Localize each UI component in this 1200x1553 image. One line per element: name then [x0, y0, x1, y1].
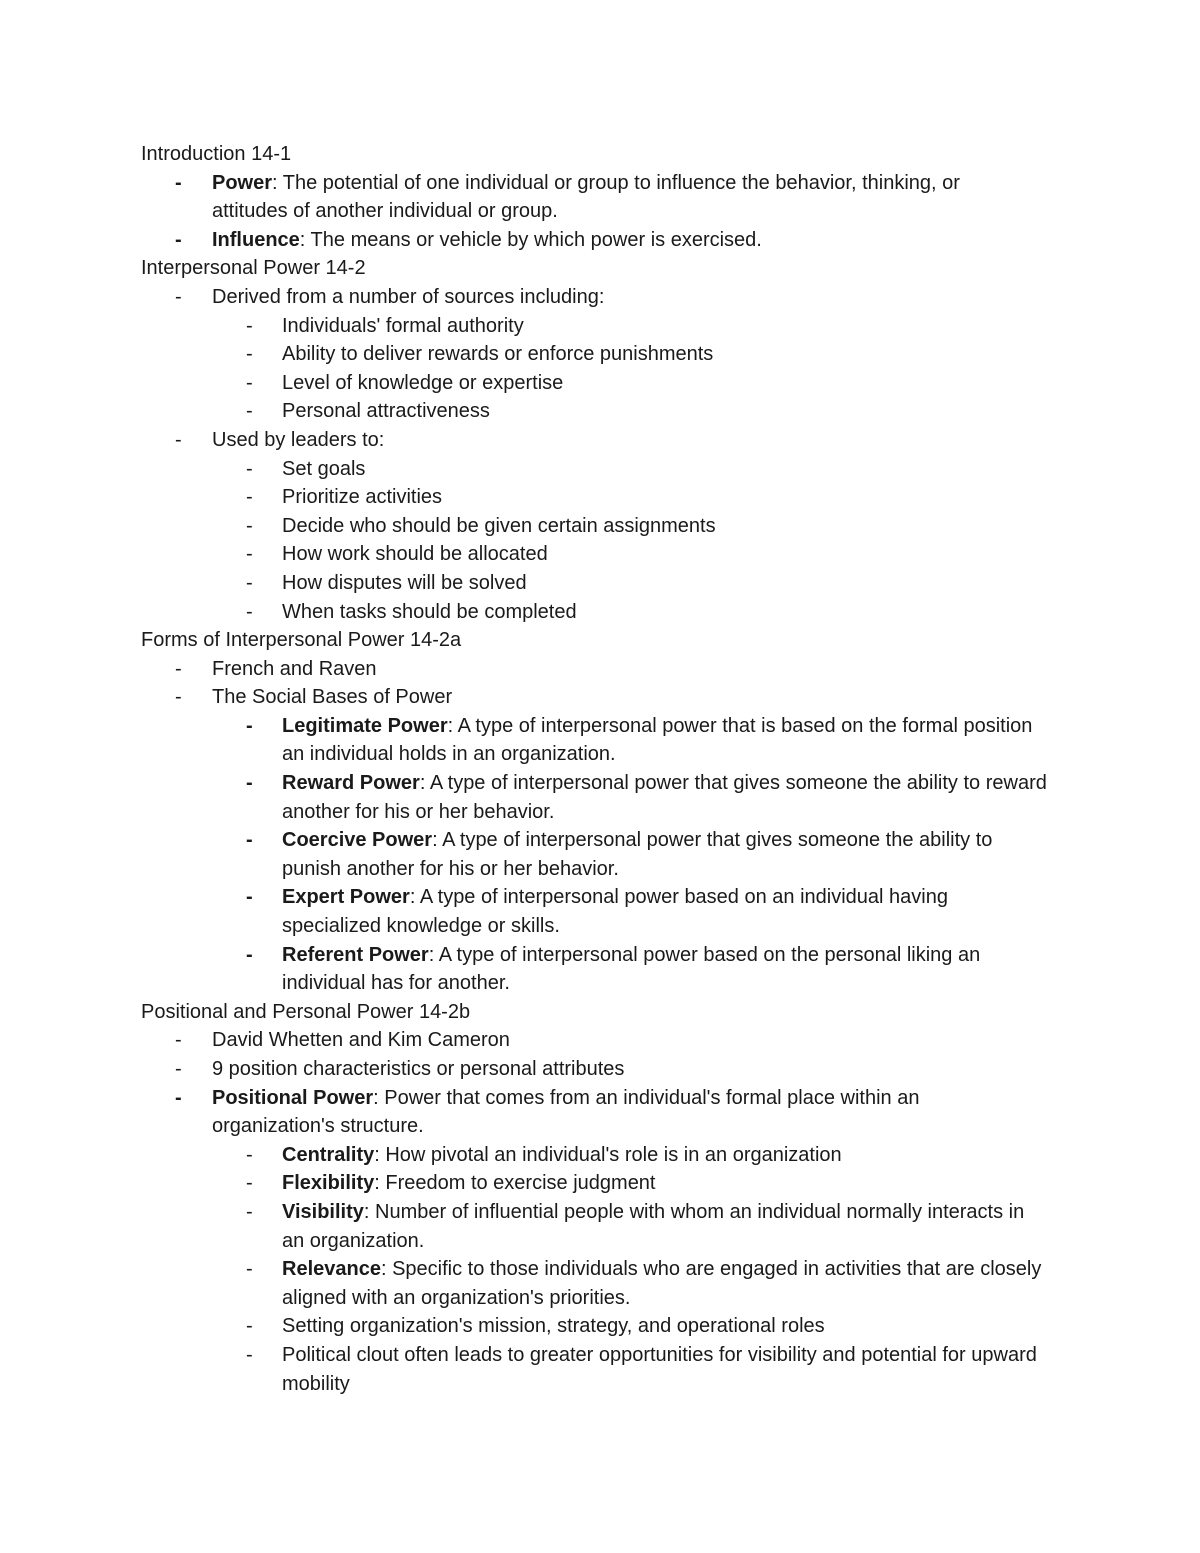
sub-bullet-item — [141, 1141, 1061, 1170]
bullet-text — [282, 540, 1052, 569]
bullet-dash: - — [246, 943, 253, 966]
definition-text: Setting organization's mission, strategy, and operational roles — [282, 1315, 825, 1338]
definition-text: : How pivotal an individual's role is in an organization — [374, 1143, 842, 1166]
sub-bullet-item — [141, 455, 1061, 484]
definition-text: Personal attractiveness — [282, 400, 490, 423]
definition-text: When tasks should be completed — [282, 600, 577, 623]
section-heading: Interpersonal Power 14-2 — [141, 257, 366, 280]
section-heading: Positional and Personal Power 14-2b — [141, 1000, 471, 1023]
bullet-text — [282, 483, 1052, 512]
definition-text: : Number of influential people with whom an individual normally interacts in an organization. — [282, 1200, 1025, 1252]
definition-text: : The means or vehicle by which power is exercised. — [299, 228, 762, 251]
bullet-dash: - — [246, 1258, 253, 1281]
bullet-dash: - — [246, 457, 253, 480]
definition-text: Used by leaders to: — [212, 428, 385, 451]
bullet-text — [282, 397, 1052, 426]
bullet-dash: - — [175, 657, 182, 680]
bullet-dash: - — [246, 829, 253, 852]
bullet-dash: - — [175, 428, 182, 451]
bullet-text — [282, 455, 1052, 484]
bullet-text — [282, 826, 1052, 883]
bold-term: Visibility — [282, 1200, 364, 1223]
definition-text: : The potential of one individual or group to influence the behavior, thinking, or attitudes of another individual or group. — [212, 171, 960, 223]
bullet-text — [212, 426, 1032, 455]
definition-text: Ability to deliver rewards or enforce punishments — [282, 343, 714, 366]
sub-bullet-item — [141, 1198, 1061, 1255]
bold-term: Power — [212, 171, 273, 194]
bullet-dash: - — [246, 343, 253, 366]
definition-text: : A type of interpersonal power that gives someone the ability to reward another for his or her behavior. — [282, 772, 1047, 823]
definition-text: The Social Bases of Power — [212, 686, 453, 709]
definition-text: Decide who should be given certain assignments — [282, 514, 716, 537]
definition-text: 9 position characteristics or personal attributes — [212, 1058, 625, 1080]
sub-bullet-item — [141, 397, 1061, 426]
bullet-text — [282, 883, 1052, 940]
bullet-dash: - — [246, 886, 253, 909]
bullet-item — [141, 283, 1061, 312]
section-heading: Introduction 14-1 — [141, 143, 292, 165]
bullet-text — [212, 1084, 1032, 1141]
bullet-text — [282, 369, 1052, 398]
sub-bullet-item — [141, 769, 1061, 826]
bullet-dash: - — [246, 772, 253, 795]
bullet-dash: - — [246, 314, 253, 337]
bullet-dash: - — [246, 1200, 253, 1223]
definition-text: Derived from a number of sources including: — [212, 285, 605, 308]
bold-term: Influence — [212, 228, 300, 251]
definition-text: Level of knowledge or expertise — [282, 371, 564, 394]
bullet-text — [282, 1255, 1052, 1312]
bullet-text — [282, 1312, 1052, 1341]
sub-bullet-item — [141, 569, 1061, 598]
sub-bullet-item — [141, 1341, 1061, 1398]
bold-term: Referent Power — [282, 943, 429, 966]
bullet-dash: - — [175, 171, 182, 194]
sub-bullet-item — [141, 483, 1061, 512]
bullet-text — [282, 598, 1052, 627]
bullet-dash: - — [175, 285, 182, 308]
sub-bullet-item — [141, 826, 1061, 883]
bold-term: Positional Power — [212, 1086, 374, 1109]
bullet-dash: - — [246, 486, 253, 509]
sub-bullet-item — [141, 312, 1061, 341]
bullet-item — [141, 1084, 1061, 1141]
definition-text: : A type of interpersonal power that gives someone the ability to punish another for his or her behavior. — [282, 829, 993, 880]
bullet-text — [212, 1026, 1032, 1055]
bold-term: Legitimate Power — [282, 714, 448, 737]
section-heading: Forms of Interpersonal Power 14-2a — [141, 629, 462, 652]
sub-bullet-item — [141, 1312, 1061, 1341]
bullet-item — [141, 426, 1061, 455]
definition-text: Political clout often leads to greater opportunities for visibility and potential for upward mobility — [282, 1343, 1037, 1395]
bullet-item — [141, 226, 1061, 255]
definition-text: Set goals — [282, 457, 366, 480]
sub-bullet-item — [141, 598, 1061, 627]
bullet-text — [282, 769, 1052, 826]
bullet-dash: - — [246, 600, 253, 623]
definition-text: : A type of interpersonal power based on the personal liking an individual has for another. — [282, 943, 981, 995]
definition-text: : Power that comes from an individual's formal place within an organization's structure. — [212, 1086, 920, 1138]
document-page — [141, 140, 1061, 1398]
bold-term: Reward Power — [282, 772, 420, 795]
bullet-dash: - — [246, 543, 253, 566]
bullet-item — [141, 655, 1061, 684]
bullet-text — [212, 169, 1032, 226]
bullet-item — [141, 169, 1061, 226]
bullet-text — [282, 1198, 1052, 1255]
bullet-text — [212, 1055, 1032, 1084]
bullet-dash: - — [246, 1143, 253, 1166]
bold-term: Expert Power — [282, 886, 410, 909]
bold-term: Coercive Power — [282, 829, 433, 852]
bullet-dash: - — [175, 1058, 182, 1080]
sub-bullet-item — [141, 941, 1061, 998]
bullet-dash: - — [246, 1315, 253, 1338]
definition-text: Prioritize activities — [282, 486, 443, 509]
bullet-item — [141, 1026, 1061, 1055]
bullet-dash: - — [175, 228, 182, 251]
sub-bullet-item — [141, 340, 1061, 369]
bullet-dash: - — [175, 1086, 182, 1109]
bullet-dash: - — [246, 1172, 253, 1195]
bullet-text — [282, 312, 1052, 341]
bullet-dash: - — [246, 571, 253, 594]
bullet-dash: - — [246, 400, 253, 423]
bullet-dash: - — [175, 1029, 182, 1052]
bullet-dash: - — [246, 714, 253, 737]
bullet-item — [141, 683, 1061, 712]
sub-bullet-item — [141, 540, 1061, 569]
sub-bullet-item — [141, 1255, 1061, 1312]
sub-bullet-item — [141, 883, 1061, 940]
bullet-text — [282, 1169, 1052, 1198]
bullet-text — [212, 283, 1032, 312]
bold-term: Flexibility — [282, 1172, 375, 1195]
bullet-dash: - — [246, 514, 253, 537]
definition-text: : Freedom to exercise judgment — [374, 1172, 656, 1195]
bullet-text — [212, 655, 1032, 684]
bullet-text — [282, 1141, 1052, 1170]
sub-bullet-item — [141, 369, 1061, 398]
bullet-text — [282, 512, 1052, 541]
bullet-text — [212, 226, 1032, 255]
definition-text: Individuals' formal authority — [282, 314, 524, 337]
definition-text: David Whetten and Kim Cameron — [212, 1029, 510, 1052]
bullet-text — [282, 712, 1052, 769]
sub-bullet-item — [141, 712, 1061, 769]
bullet-text — [282, 340, 1052, 369]
bullet-text — [212, 683, 1032, 712]
definition-text: : A type of interpersonal power that is based on the formal position an individual holds in an organization. — [282, 714, 1033, 766]
sub-bullet-item — [141, 1169, 1061, 1198]
bullet-text — [282, 941, 1052, 998]
sub-bullet-item — [141, 512, 1061, 541]
definition-text: French and Raven — [212, 657, 377, 680]
bullet-dash: - — [246, 371, 253, 394]
bold-term: Centrality — [282, 1143, 375, 1166]
bullet-text — [282, 569, 1052, 598]
definition-text: How disputes will be solved — [282, 571, 527, 594]
bullet-dash: - — [246, 1343, 253, 1366]
definition-text: : A type of interpersonal power based on an individual having specialized knowledge or skills. — [282, 886, 948, 938]
bold-term: Relevance — [282, 1258, 381, 1281]
bullet-item — [141, 1055, 1061, 1084]
bullet-dash: - — [175, 686, 182, 709]
definition-text: How work should be allocated — [282, 543, 548, 566]
bullet-text — [282, 1341, 1052, 1398]
definition-text: : Specific to those individuals who are engaged in activities that are closely aligned with an organization's priorities. — [282, 1258, 1042, 1309]
